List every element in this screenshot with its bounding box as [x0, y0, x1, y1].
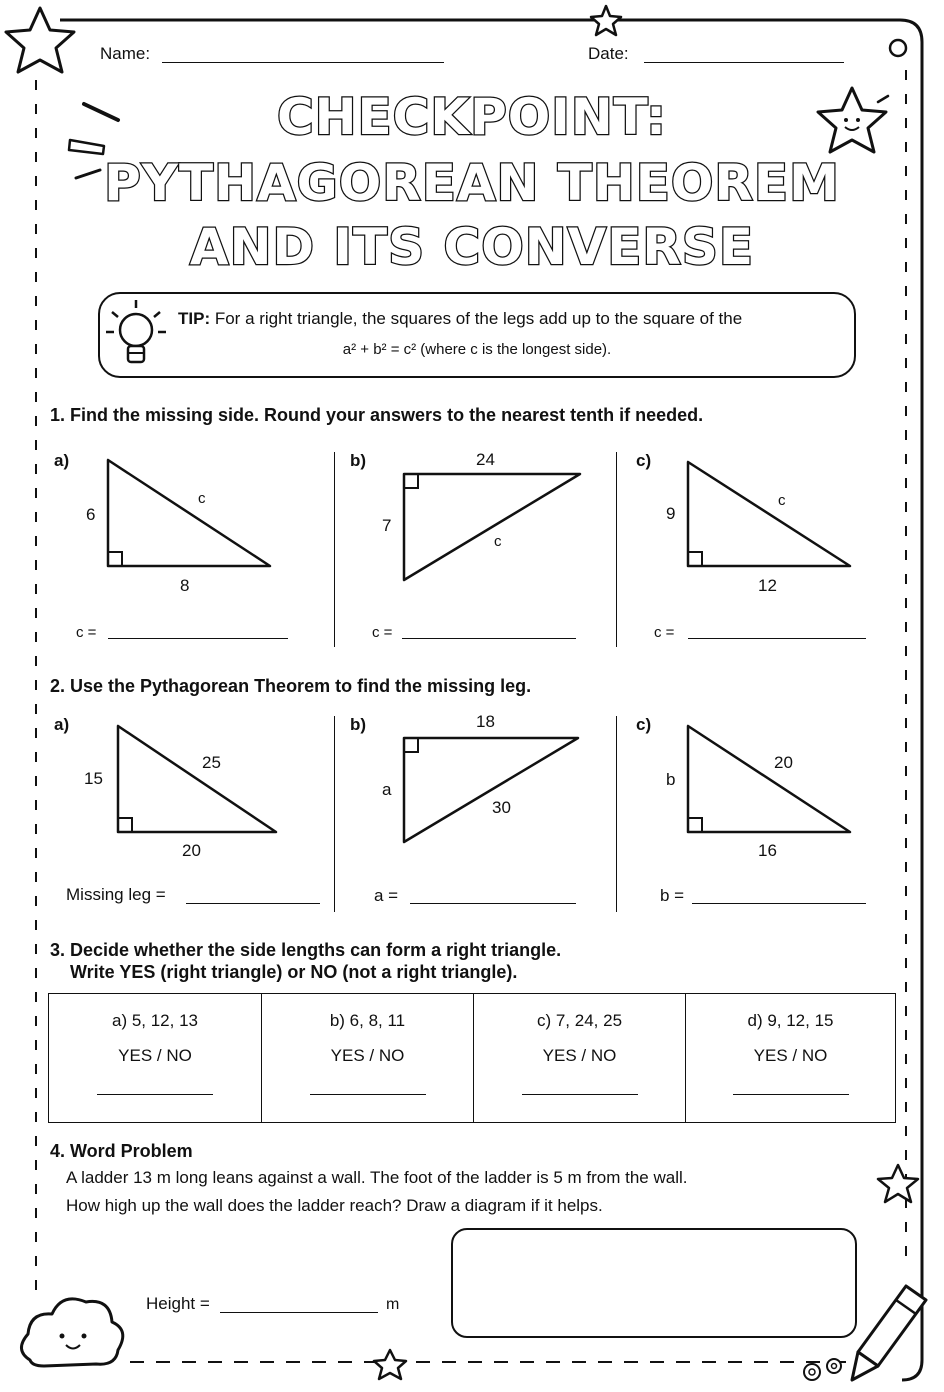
yes-no-choice[interactable]: YES / NO: [753, 1046, 828, 1065]
date-label: Date:: [588, 44, 629, 63]
diagram-box[interactable]: [451, 1228, 857, 1338]
unit-label: m: [386, 1296, 400, 1313]
answer-field[interactable]: [108, 638, 288, 639]
answer-field[interactable]: [310, 1094, 426, 1095]
right-angle-marker: [404, 474, 418, 488]
table-cell: [49, 994, 261, 1122]
table-cell: [473, 994, 685, 1122]
right-angle-marker: [688, 552, 702, 566]
divider: [334, 716, 335, 912]
q1-title: 1. Find the missing side. Round your answers to the nearest tenth if needed.: [50, 405, 704, 425]
q4-text: How high up the wall does the ladder reach? Draw a diagram if it helps.: [66, 1196, 603, 1215]
right-triangle: [688, 462, 850, 566]
table-cell: [261, 994, 473, 1122]
q4-text: A ladder 13 m long leans against a wall. The foot of the ladder is 5 m from the wall.: [66, 1168, 688, 1187]
right-triangle: [404, 738, 578, 842]
right-angle-marker: [404, 738, 418, 752]
side-label: c: [494, 533, 502, 550]
side-lengths: b) 6, 8, 11: [329, 1011, 406, 1030]
answer-field[interactable]: [522, 1094, 638, 1095]
side-lengths: c) 7, 24, 25: [536, 1011, 623, 1030]
right-triangle: [404, 474, 580, 580]
q4-title: 4. Word Problem: [50, 1141, 193, 1161]
item-letter: a): [54, 451, 70, 470]
answer-field[interactable]: [186, 903, 320, 904]
item-letter: c): [636, 451, 652, 470]
title-line-2: PYTHAGOREAN THEOREM: [104, 154, 840, 212]
answer-label: Missing leg =: [66, 885, 166, 904]
side-label: c: [198, 490, 206, 507]
item-letter: c): [636, 715, 652, 734]
side-label: 20: [182, 841, 201, 860]
side-label: 8: [180, 576, 190, 595]
side-label: 15: [84, 769, 103, 788]
tip-formula: a² + b² = c² (where c is the longest side).: [342, 341, 612, 358]
right-angle-marker: [118, 818, 132, 832]
side-label: 12: [758, 576, 777, 595]
side-label: 9: [666, 504, 676, 523]
right-angle-marker: [688, 818, 702, 832]
title-line-1: CHECKPOINT:: [276, 88, 668, 146]
right-triangle: [688, 726, 850, 832]
item-letter: b): [350, 715, 367, 734]
item-letter: a): [54, 715, 70, 734]
side-label: 16: [758, 841, 777, 860]
answer-field[interactable]: [692, 903, 866, 904]
right-triangle: [108, 460, 270, 566]
right-angle-marker: [108, 552, 122, 566]
side-label: c: [778, 492, 786, 509]
answer-field[interactable]: [220, 1312, 378, 1313]
answer-field[interactable]: [688, 638, 866, 639]
yes-no-choice[interactable]: YES / NO: [542, 1046, 617, 1065]
tip-text: For a right triangle, the squares of the legs add up to the square of the: [214, 309, 743, 328]
answer-field[interactable]: [410, 903, 576, 904]
side-lengths: d) 9, 12, 15: [747, 1011, 834, 1030]
answer-label: b =: [660, 886, 685, 905]
item-letter: b): [350, 451, 367, 470]
answer-label: c =: [372, 624, 393, 641]
side-label: 18: [476, 712, 495, 731]
title-line-3: AND ITS CONVERSE: [189, 218, 755, 276]
answer-label: c =: [76, 624, 97, 641]
q3-title: 3. Decide whether the side lengths can form a right triangle.: [50, 940, 562, 960]
table-cell: [685, 994, 895, 1122]
answer-field[interactable]: [402, 638, 576, 639]
side-label: 20: [774, 753, 793, 772]
answer-field[interactable]: [733, 1094, 849, 1095]
answer-field[interactable]: [97, 1094, 213, 1095]
side-label: 24: [476, 450, 495, 469]
side-label: a: [382, 780, 392, 799]
answer-label: c =: [654, 624, 675, 641]
side-label: b: [666, 770, 676, 789]
q2-title: 2. Use the Pythagorean Theorem to find the missing leg.: [50, 676, 532, 696]
divider: [616, 716, 617, 912]
answer-label: Height =: [146, 1294, 210, 1313]
right-triangle: [118, 726, 276, 832]
yes-no-choice[interactable]: YES / NO: [330, 1046, 405, 1065]
side-label: 6: [86, 505, 96, 524]
tip-label: TIP:: [178, 309, 211, 328]
answer-label: a =: [374, 886, 399, 905]
name-label: Name:: [100, 44, 151, 63]
yes-no-choice[interactable]: YES / NO: [118, 1046, 192, 1065]
q3-instructions: Write YES (right triangle) or NO (not a right triangle).: [70, 962, 518, 982]
yes-no-table: [48, 993, 896, 1123]
side-label: 30: [492, 798, 511, 817]
side-label: 7: [382, 516, 392, 535]
side-label: 25: [202, 753, 221, 772]
side-lengths: a) 5, 12, 13: [111, 1011, 198, 1030]
